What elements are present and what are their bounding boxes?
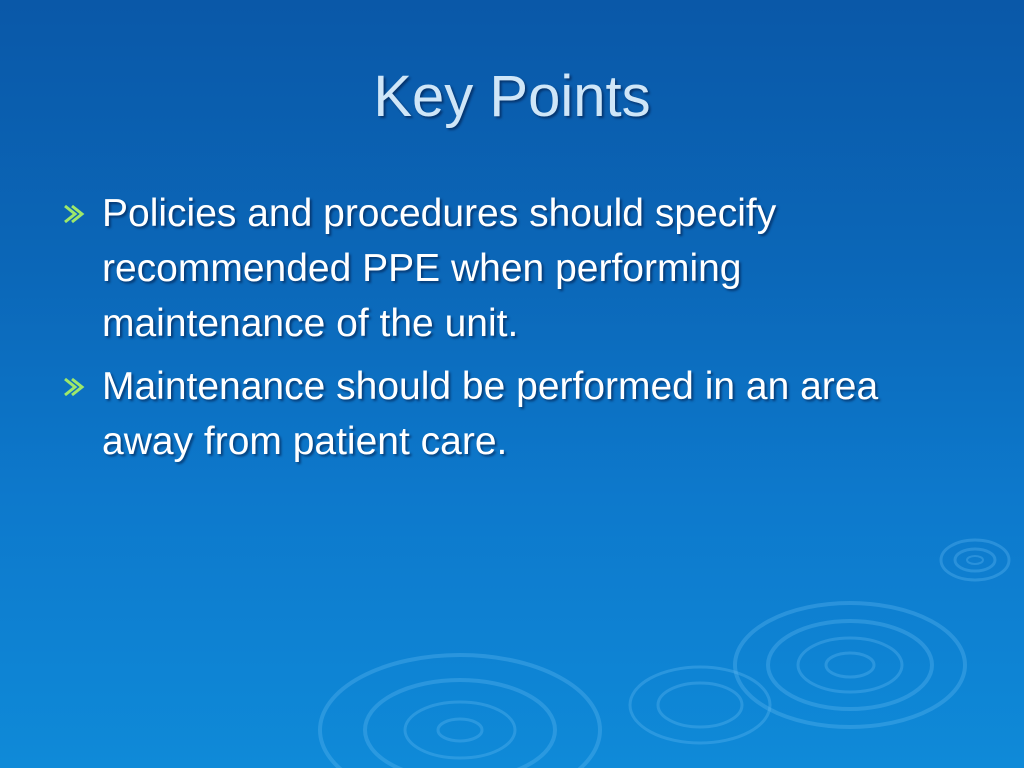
arrow-bullet-icon	[62, 203, 88, 225]
arrow-bullet-icon	[62, 376, 88, 398]
bullet-list	[62, 186, 942, 477]
bullet-text: Policies and procedures should specify recommended PPE when performing maintenance of the unit.	[102, 192, 777, 345]
bullet-item	[62, 186, 942, 351]
bullet-text: Maintenance should be performed in an area away from patient care.	[102, 365, 879, 463]
bullet-item	[62, 359, 942, 469]
slide-title: Key Points	[373, 64, 651, 129]
